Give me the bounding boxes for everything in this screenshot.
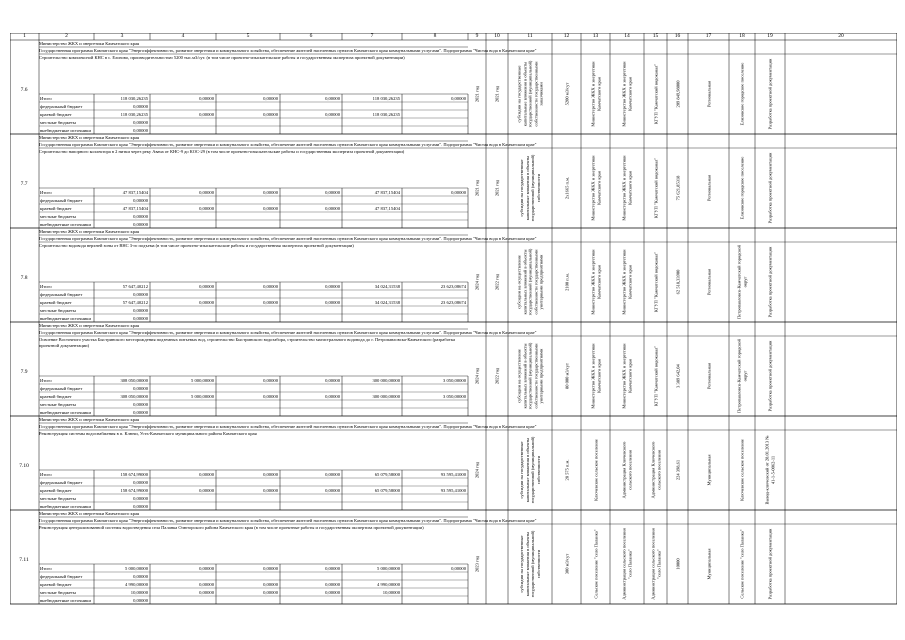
funding-amount: 0,00000 — [325, 589, 340, 595]
column-number: 8 — [433, 33, 437, 39]
funding-amount: 4 990,00000 — [125, 581, 148, 587]
funding-amount: 47 837,15404 — [122, 205, 148, 211]
row-number: 7.8 — [20, 275, 28, 281]
object-description: Реконструкция централизованной системы водоотведения села Паланка Олюторского района Камчатского края (в том числе проектные работы и государственная экспертиза проектной документации) — [39, 524, 424, 530]
funding-amount: 0,00000 — [325, 393, 340, 399]
ministry-line: Министерство ЖКХ и энергетики Камчатского края — [39, 134, 140, 140]
funding-amount: 158 674,99000 — [120, 471, 148, 477]
funding-amount: 0,00000 — [263, 471, 278, 477]
vertical-cell-text: Разработка проектной документации — [767, 340, 773, 412]
funding-source-label: федеральный бюджет — [40, 197, 83, 203]
vertical-cell — [552, 54, 581, 134]
vertical-cell-text: Ключевское сельское поселение — [592, 439, 598, 501]
funding-amount: 0,00000 — [263, 487, 278, 493]
funding-amount: 0,00000 — [325, 189, 340, 195]
funding-source-label: Итого — [40, 471, 52, 477]
vertical-cell — [468, 242, 486, 322]
funding-amount: 308 050,00000 — [120, 377, 148, 383]
funding-amount: 0,00000 — [263, 589, 278, 595]
funding-amount: 0,00000 — [325, 205, 340, 211]
funding-amount: 308 050,00000 — [120, 393, 148, 399]
column-number: 10 — [494, 33, 500, 39]
funding-source-label: внебюджетные источники — [40, 503, 91, 509]
funding-amount: 0,00000 — [133, 103, 148, 109]
vertical-cell — [581, 54, 610, 134]
column-number: 18 — [739, 33, 745, 39]
funding-amount: 5 000,00000 — [191, 377, 214, 383]
column-number: 20 — [838, 33, 844, 39]
vertical-cell-text: Министерство ЖКХ и энергетики Камчатского края — [621, 61, 632, 127]
funding-amount: 0,00000 — [263, 299, 278, 305]
funding-amount: 0,00000 — [133, 597, 148, 603]
vertical-cell-text: 5200 м3/сут — [563, 82, 569, 106]
funding-amount: 0,00000 — [133, 573, 148, 579]
vertical-cell — [610, 524, 644, 604]
program-line: Государственная программа Камчатского края "Энергоэффективность, развитие энергетики и коммунального хозяйства, обеспечение жителей населенных пунктов Камчатского края коммунальными услугами". Подпрограмма "Чистая вода в Камчатском крае" — [39, 235, 537, 241]
funding-source-label: федеральный бюджет — [40, 479, 83, 485]
vertical-cell — [688, 336, 729, 416]
row-number: 7.11 — [19, 557, 29, 563]
funding-amount: 0,00000 — [325, 471, 340, 477]
vertical-cell-text: Региональная — [705, 80, 711, 108]
funding-amount: 0,00000 — [199, 95, 214, 101]
vertical-cell — [552, 524, 581, 604]
vertical-cell-text: Разработка проектной документации — [767, 152, 773, 224]
funding-source-label: местные бюджеты — [40, 589, 76, 595]
funding-amount: 0,00000 — [133, 401, 148, 407]
funding-source-label: краевой бюджет — [40, 393, 72, 399]
funding-amount: 0,00000 — [325, 111, 340, 117]
vertical-cell-text: 2022 год — [494, 367, 500, 385]
funding-amount: 118 030,26235 — [120, 95, 148, 101]
vertical-cell — [468, 524, 486, 604]
vertical-cell — [508, 148, 552, 228]
column-number: 7 — [370, 33, 374, 39]
funding-source-label: Итого — [40, 95, 52, 101]
column-number: 17 — [705, 33, 712, 39]
funding-amount: 0,00000 — [133, 291, 148, 297]
vertical-cell — [755, 430, 785, 510]
funding-amount: 0,00000 — [263, 581, 278, 587]
funding-source-label: федеральный бюджет — [40, 103, 83, 109]
funding-amount: 0,00000 — [133, 127, 148, 133]
funding-amount: 0,00000 — [199, 205, 214, 211]
program-line: Государственная программа Камчатского края "Энергоэффективность, развитие энергетики и коммунального хозяйства, обеспечение жителей населенных пунктов Камчатского края коммунальными услугами". Подпрограмма "Чистая вода в Камчатском крае" — [39, 329, 537, 335]
vertical-cell — [581, 336, 610, 416]
funding-source-label: внебюджетные источники — [40, 315, 91, 321]
funding-source-label: федеральный бюджет — [40, 573, 83, 579]
funding-amount: 0,00000 — [199, 581, 214, 587]
vertical-cell — [552, 242, 581, 322]
object-description: Реконструкция системы водоснабжения в п. Ключи, Усть-Камчатского муниципального района Камчатского края — [39, 430, 257, 436]
funding-amount: 47 837,15404 — [374, 205, 400, 211]
funding-amount: 0,00000 — [451, 95, 466, 101]
funding-amount: 0,00000 — [199, 299, 214, 305]
vertical-cell — [644, 54, 667, 134]
vertical-cell-text: Министерство ЖКХ и энергетики Камчатского края — [621, 343, 632, 409]
funding-source-label: внебюджетные источники — [40, 127, 91, 133]
vertical-cell-text: 2100 п.м. — [563, 273, 569, 291]
vertical-cell — [755, 148, 785, 228]
funding-source-label: внебюджетные источники — [40, 409, 91, 415]
column-number: 13 — [592, 33, 599, 39]
funding-source-label: внебюджетные источники — [40, 221, 91, 227]
vertical-cell-text: Министерство ЖКХ и энергетики Камчатского края — [590, 343, 601, 409]
vertical-cell — [688, 148, 729, 228]
vertical-cell-text: КГУП "Камчатский водоканал" — [652, 157, 658, 219]
vertical-cell — [486, 336, 508, 416]
vertical-cell — [755, 242, 785, 322]
funding-amount: 3 050,00000 — [443, 393, 466, 399]
object-description: Строительство напорного коллектора в 2 нитки через реку Авача от КНС-9 до КОС-29 (в том числе проектно-изыскательские работы и государственная экспертиза проектной документации) — [39, 148, 405, 154]
funding-amount: 34 024,31538 — [374, 283, 400, 289]
vertical-cell — [755, 54, 785, 134]
vertical-cell-text: 28 575 п.м. — [563, 459, 569, 481]
funding-amount: 5 000,00000 — [377, 565, 400, 571]
ministry-line: Министерство ЖКХ и энергетики Камчатского края — [39, 228, 140, 234]
vertical-cell-text: Сельское поселение "село Паланка" — [592, 529, 598, 599]
funding-amount: 0,00000 — [263, 377, 278, 383]
funding-source-label: краевой бюджет — [40, 299, 72, 305]
vertical-cell-text: Ключевское сельское поселение — [739, 439, 745, 501]
vertical-cell — [667, 242, 688, 322]
funding-amount: 0,00000 — [325, 581, 340, 587]
funding-amount: 0,00000 — [199, 589, 214, 595]
column-number: 19 — [767, 33, 773, 39]
funding-amount: 47 837,15404 — [374, 189, 400, 195]
vertical-cell-text: Администрация сельского поселения "село Паланка" — [650, 528, 661, 600]
vertical-cell — [610, 242, 644, 322]
funding-amount: 0,00000 — [263, 95, 278, 101]
column-number: 15 — [652, 33, 659, 39]
vertical-cell-text: субсидии на осуществление капитальных вложений в объекты государственной (муниципальной) собственности государственными унитарными предприятиями — [516, 342, 544, 410]
vertical-cell — [610, 430, 644, 510]
vertical-cell-text: Разработка проектной документации — [767, 246, 773, 318]
funding-source-label: краевой бюджет — [40, 205, 72, 211]
vertical-cell-text: 2024 год — [474, 367, 480, 385]
funding-amount: 0,00000 — [133, 409, 148, 415]
funding-amount: 65 079,58000 — [374, 487, 400, 493]
vertical-cell — [508, 430, 552, 510]
vertical-cell — [581, 148, 610, 228]
vertical-cell-text: 2021 год — [494, 179, 500, 197]
vertical-cell — [667, 524, 688, 604]
vertical-cell-text: Администрация Ключевского сельского поселения — [650, 441, 661, 499]
vertical-cell-text: 2022 год — [494, 273, 500, 291]
funding-amount: 0,00000 — [263, 565, 278, 571]
funding-amount: 34 024,31538 — [374, 299, 400, 305]
vertical-cell-text: Региональная — [705, 174, 711, 202]
funding-amount: 65 079,58000 — [374, 471, 400, 477]
program-line: Государственная программа Камчатского края "Энергоэффективность, развитие энергетики и коммунального хозяйства, обеспечение жителей населенных пунктов Камчатского края коммунальными услугами". Подпрограмма "Чистая вода в Камчатском крае" — [39, 141, 537, 147]
funding-amount: 0,00000 — [133, 479, 148, 485]
funding-amount: 300 000,00000 — [372, 377, 400, 383]
vertical-cell-text: Министерство ЖКХ и энергетики Камчатского края — [621, 249, 632, 315]
column-number: 11 — [527, 33, 533, 39]
funding-amount: 0,00000 — [325, 283, 340, 289]
funding-amount: 0,00000 — [199, 471, 214, 477]
vertical-cell-text: Елизовское городское поселение — [739, 156, 745, 220]
funding-amount: 0,00000 — [133, 307, 148, 313]
funding-amount: 10,00000 — [130, 589, 148, 595]
funding-source-label: местные бюджеты — [40, 307, 76, 313]
vertical-cell — [729, 430, 755, 510]
vertical-cell — [644, 148, 667, 228]
vertical-cell — [667, 54, 688, 134]
program-line: Государственная программа Камчатского края "Энергоэффективность, развитие энергетики и коммунального хозяйства, обеспечение жителей населенных пунктов Камчатского края коммунальными услугами". Подпрограмма "Чистая вода в Камчатском крае" — [39, 47, 537, 53]
vertical-cell-text: 209 849,98000 — [674, 80, 680, 108]
funding-amount: 0,00000 — [263, 393, 278, 399]
vertical-cell-text: Министерство ЖКХ и энергетики Камчатского края — [590, 61, 601, 127]
vertical-cell — [688, 524, 729, 604]
vertical-cell-text: 75 621,85318 — [674, 175, 680, 201]
vertical-cell-text: Министерство ЖКХ и энергетики Камчатского края — [590, 155, 601, 221]
vertical-cell — [729, 54, 755, 134]
vertical-cell-text: КГУП "Камчатский водоканал" — [652, 345, 658, 407]
funding-amount: 0,00000 — [263, 189, 278, 195]
row-number: 7.10 — [19, 463, 29, 469]
funding-source-label: краевой бюджет — [40, 111, 72, 117]
funding-source-label: федеральный бюджет — [40, 291, 83, 297]
funding-amount: 0,00000 — [133, 213, 148, 219]
vertical-cell — [468, 336, 486, 416]
vertical-cell — [468, 54, 486, 134]
funding-amount: 0,00000 — [133, 315, 148, 321]
funding-amount: 0,00000 — [133, 197, 148, 203]
vertical-cell-text: 2023 год — [474, 555, 480, 573]
vertical-cell-text: 2021 год — [494, 85, 500, 103]
vertical-cell-text: Разработка проектной документации — [767, 528, 773, 600]
vertical-cell-text: субсидии на государственные капитальные вложения в объекты государственной (муниципальной) собственности — [519, 436, 541, 504]
investment-projects-table — [10, 33, 897, 605]
vertical-cell — [508, 242, 552, 322]
vertical-cell — [644, 242, 667, 322]
vertical-cell-text: 2024 год — [474, 273, 480, 291]
funding-amount: 118 030,26235 — [372, 111, 400, 117]
vertical-cell-text: 2021 год — [474, 85, 480, 103]
funding-amount: 0,00000 — [199, 111, 214, 117]
object-description: Освоение Восточного участка Быстринского месторождения подземных питьевых вод, строительство Быстринского водозабора, строительство магистрального водовода до г. Петропавловска-Камчатского (разработка проектной документации) — [39, 336, 455, 349]
vertical-cell — [581, 242, 610, 322]
vertical-cell — [644, 430, 667, 510]
funding-amount: 0,00000 — [199, 487, 214, 493]
funding-amount: 0,00000 — [133, 221, 148, 227]
vertical-cell — [667, 148, 688, 228]
funding-amount: 10,00000 — [382, 589, 400, 595]
vertical-cell — [552, 148, 581, 228]
column-number: 6 — [309, 33, 313, 39]
vertical-cell — [644, 336, 667, 416]
funding-source-label: Итого — [40, 189, 52, 195]
funding-amount: 5 000,00000 — [191, 393, 214, 399]
vertical-cell — [667, 336, 688, 416]
funding-source-label: Итого — [40, 377, 52, 383]
vertical-cell-text: субсидии на осуществление капитальных вложений в объекты государственной (муниципальной) собственности государственными унитарными предприятиями — [516, 248, 544, 316]
vertical-cell — [508, 54, 552, 134]
vertical-cell-text: 10000 — [674, 558, 680, 570]
program-line: Государственная программа Камчатского края "Энергоэффективность, развитие энергетики и коммунального хозяйства, обеспечение жителей населенных пунктов Камчатского края коммунальными услугами". Подпрограмма "Чистая вода в Камчатском крае" — [39, 517, 537, 523]
funding-source-label: местные бюджеты — [40, 119, 76, 125]
ministry-line: Министерство ЖКХ и энергетики Камчатского края — [39, 40, 140, 46]
column-number: 1 — [23, 33, 26, 39]
vertical-cell — [610, 148, 644, 228]
funding-amount: 0,00000 — [325, 95, 340, 101]
vertical-cell-text: Администрация Ключевского сельского поселения — [621, 441, 632, 499]
vertical-cell — [486, 430, 508, 510]
funding-amount: 47 837,15404 — [122, 189, 148, 195]
vertical-cell-text: 3 389 642,04 — [674, 364, 680, 388]
row-number: 7.6 — [20, 87, 28, 93]
row-number: 7.7 — [20, 181, 28, 187]
funding-amount: 0,00000 — [263, 111, 278, 117]
funding-amount: 93 595,41000 — [440, 487, 466, 493]
funding-amount: 0,00000 — [133, 503, 148, 509]
vertical-cell — [729, 524, 755, 604]
funding-amount: 0,00000 — [325, 299, 340, 305]
vertical-cell — [468, 430, 486, 510]
funding-amount: 118 030,26235 — [120, 111, 148, 117]
funding-amount: 3 050,00000 — [443, 377, 466, 383]
vertical-cell-text: 2021 год — [474, 179, 480, 197]
vertical-cell-text: Администрация сельского поселения "село Паланка" — [621, 528, 632, 600]
funding-source-label: краевой бюджет — [40, 487, 72, 493]
vertical-cell-text: Сельское поселение "село Паланка" — [739, 529, 745, 599]
funding-amount: 23 623,08674 — [440, 299, 466, 305]
vertical-cell-text: Муниципальная — [705, 548, 711, 580]
funding-source-label: Итого — [40, 565, 52, 571]
column-number: 4 — [181, 33, 185, 39]
vertical-cell-text: 62 518,33900 — [674, 269, 680, 295]
vertical-cell-text: Елизовское городское поселение — [739, 62, 745, 126]
vertical-cell-text: 2024 год — [474, 461, 480, 479]
vertical-cell-text: Вывод-ключевский от 28.01.2013 № 41-1-5-0062-11 — [764, 435, 775, 505]
funding-amount: 0,00000 — [263, 283, 278, 289]
funding-source-label: Итого — [40, 283, 52, 289]
funding-amount: 23 623,08674 — [440, 283, 466, 289]
vertical-cell-text: 2x1665 п.м. — [563, 176, 569, 200]
vertical-cell-text: Петропавловск-Камчатский городской округ — [736, 339, 747, 413]
object-description: Строительство водовода верхней зоны от ВНС 3-го подъема (в том числе проектно-изыскательские работы и государственная экспертиза проектной документации) — [39, 242, 354, 248]
vertical-cell-text: Региональная — [705, 268, 711, 296]
vertical-cell — [486, 54, 508, 134]
funding-source-label: местные бюджеты — [40, 401, 76, 407]
vertical-cell — [688, 242, 729, 322]
funding-amount: 4 990,00000 — [377, 581, 400, 587]
row-number: 7.9 — [20, 369, 28, 375]
vertical-cell-text: 300 м3/сут — [563, 553, 569, 575]
vertical-cell — [552, 336, 581, 416]
funding-amount: 0,00000 — [325, 487, 340, 493]
column-number: 2 — [65, 33, 68, 39]
vertical-cell — [610, 336, 644, 416]
vertical-cell-text: КГУП "Камчатский водоканал" — [652, 63, 658, 125]
vertical-cell — [755, 524, 785, 604]
funding-amount: 0,00000 — [199, 565, 214, 571]
vertical-cell — [581, 524, 610, 604]
column-number: 16 — [674, 33, 681, 39]
funding-amount: 0,00000 — [133, 385, 148, 391]
funding-amount: 57 647,40212 — [122, 299, 148, 305]
funding-amount: 0,00000 — [325, 565, 340, 571]
column-number: 3 — [120, 33, 124, 39]
vertical-cell-text: субсидии на государственные капитальные вложения в объекты государственной (муниципальной) собственности — [519, 154, 541, 222]
funding-source-label: внебюджетные источники — [40, 597, 91, 603]
funding-source-label: местные бюджеты — [40, 213, 76, 219]
column-number: 14 — [624, 33, 630, 39]
vertical-cell-text: Региональная — [705, 362, 711, 390]
vertical-cell — [667, 430, 688, 510]
column-number: 5 — [246, 33, 250, 39]
vertical-cell-text: КГУП "Камчатский водоканал" — [652, 251, 658, 313]
funding-source-label: федеральный бюджет — [40, 385, 83, 391]
funding-amount: 158 674,99000 — [120, 487, 148, 493]
vertical-cell-text: Разработка проектной документации — [767, 58, 773, 130]
funding-source-label: местные бюджеты — [40, 495, 76, 501]
vertical-cell — [688, 430, 729, 510]
vertical-cell — [755, 336, 785, 416]
vertical-cell — [581, 430, 610, 510]
funding-amount: 0,00000 — [199, 189, 214, 195]
vertical-cell-text: 80 000 м3/сут — [563, 363, 569, 390]
vertical-cell — [729, 336, 755, 416]
funding-amount: 0,00000 — [451, 189, 466, 195]
funding-amount: 0,00000 — [325, 377, 340, 383]
vertical-cell-text: субсидии на государственные капитальные вложения в объекты государственной (муниципальной) собственности государственными заказчиками — [516, 60, 544, 128]
vertical-cell — [508, 524, 552, 604]
vertical-cell — [468, 148, 486, 228]
object-description: Строительство комплексной КНС в с. Елизово, производительностью 5200 тыс.м3/сут. (в том числе проектно-изыскательские работы и государственная экспертиза проектной документации) — [39, 54, 405, 60]
vertical-cell — [552, 430, 581, 510]
vertical-cell — [486, 242, 508, 322]
column-number: 12 — [563, 33, 570, 39]
funding-amount: 0,00000 — [263, 205, 278, 211]
vertical-cell-text: субсидии на государственные капитальные вложения в объекты государственной (муниципальной) собственности — [519, 530, 541, 598]
funding-amount: 0,00000 — [133, 119, 148, 125]
program-line: Государственная программа Камчатского края "Энергоэффективность, развитие энергетики и коммунального хозяйства, обеспечение жителей населенных пунктов Камчатского края коммунальными услугами". Подпрограмма "Чистая вода в Камчатском крае" — [39, 423, 537, 429]
vertical-cell-text: 224 398,61 — [674, 459, 680, 481]
funding-amount: 5 000,00000 — [125, 565, 148, 571]
funding-amount: 0,00000 — [133, 495, 148, 501]
vertical-cell-text: Муниципальная — [705, 454, 711, 486]
vertical-cell — [688, 54, 729, 134]
vertical-cell — [729, 242, 755, 322]
ministry-line: Министерство ЖКХ и энергетики Камчатского края — [39, 416, 140, 422]
vertical-cell — [644, 524, 667, 604]
vertical-cell-text: Петропавловск-Камчатский городской округ — [736, 245, 747, 319]
vertical-cell — [610, 54, 644, 134]
funding-amount: 93 595,41000 — [440, 471, 466, 477]
funding-amount: 118 030,26235 — [372, 95, 400, 101]
vertical-cell-text: Министерство ЖКХ и энергетики Камчатского края — [590, 249, 601, 315]
vertical-cell — [486, 148, 508, 228]
funding-amount: 57 647,40212 — [122, 283, 148, 289]
funding-source-label: краевой бюджет — [40, 581, 72, 587]
ministry-line: Министерство ЖКХ и энергетики Камчатского края — [39, 322, 140, 328]
vertical-cell-text: Министерство ЖКХ и энергетики Камчатского края — [621, 155, 632, 221]
ministry-line: Министерство ЖКХ и энергетики Камчатского края — [39, 510, 140, 516]
funding-amount: 0,00000 — [199, 283, 214, 289]
vertical-cell — [486, 524, 508, 604]
vertical-cell — [508, 336, 552, 416]
vertical-cell — [729, 148, 755, 228]
column-number: 9 — [475, 33, 479, 39]
funding-amount: 0,00000 — [451, 565, 466, 571]
funding-amount: 300 000,00000 — [372, 393, 400, 399]
